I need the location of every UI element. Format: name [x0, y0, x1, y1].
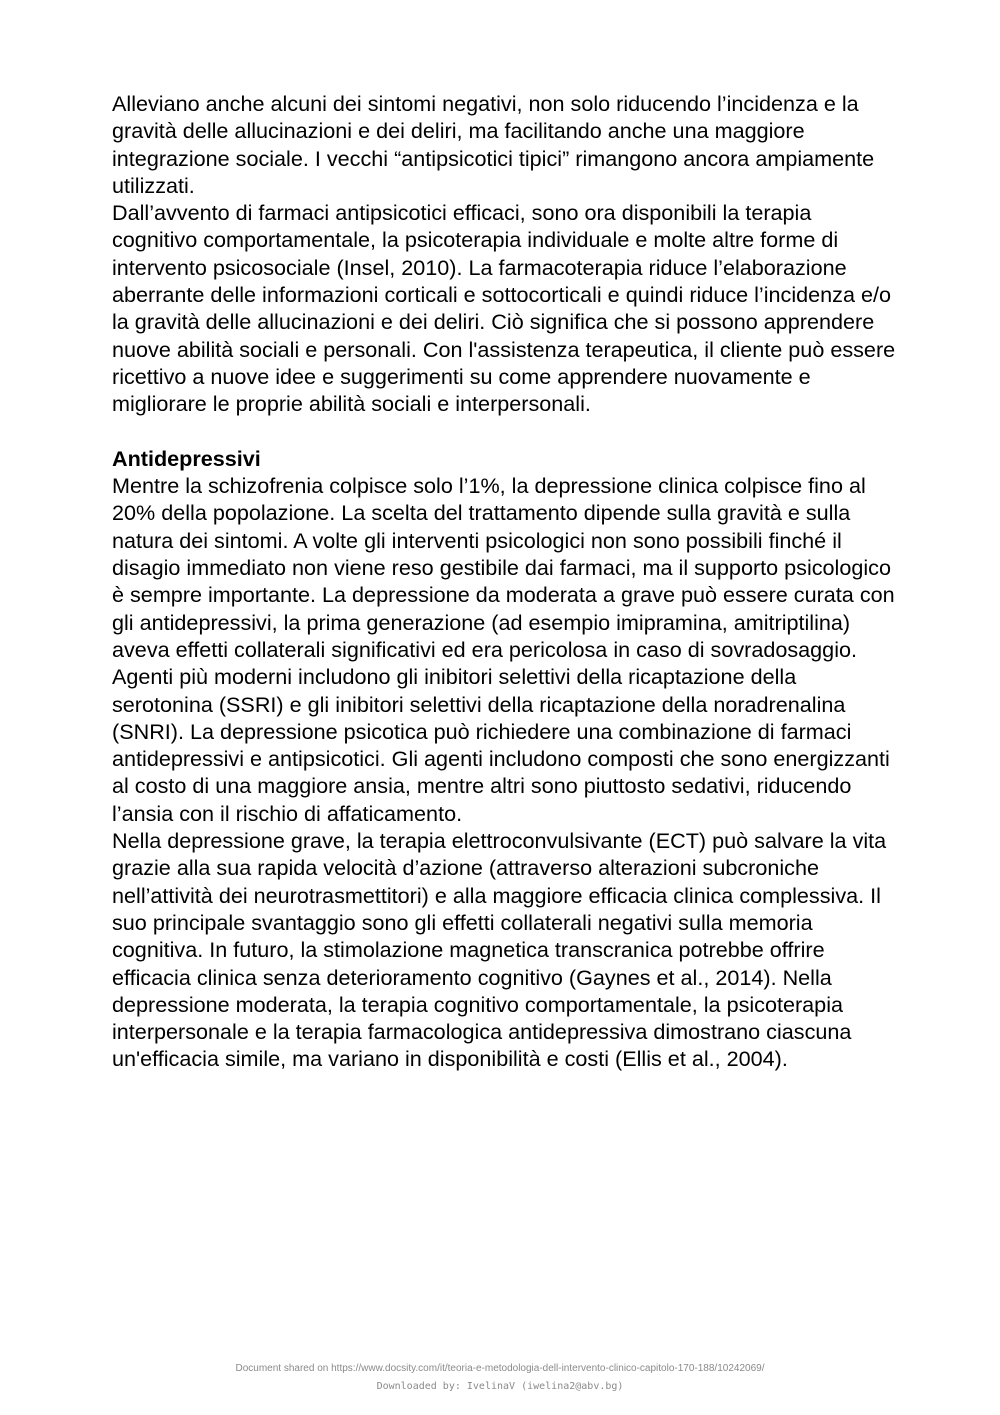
footer-shared-url: Document shared on https://www.docsity.com/it/teoria-e-metodologia-dell-intervento-clinico-capitolo-170-188/10242069/ [235, 1363, 765, 1374]
footer-downloaded-by: Downloaded by: IvelinaV (iwelina2@abv.bg) [376, 1381, 624, 1392]
paragraph-psychosocial-interventions: Dall’avvento di farmaci antipsicotici efficaci, sono ora disponibili la terapia cognitivo comportamentale, la psicoterapia individuale e molte altre forme di intervento psicosociale (Insel, 2010). La farmacoterapia riduce l’elaborazione aberrante delle informazioni corticali e sottocorticali e quindi riduce l’incidenza e/o la gravità delle allucinazioni e dei deliri. Ciò significa che si possono apprendere nuove abilità sociali e personali. Con l'assistenza terapeutica, il cliente può essere ricettivo a nuove idee e suggerimenti su come apprendere nuovamente e migliorare le proprie abilità sociali e interpersonali. [112, 200, 896, 417]
paragraph-clinical-depression: Mentre la schizofrenia colpisce solo l’1%, la depressione clinica colpisce fino al 20% della popolazione. La scelta del trattamento dipende sulla gravità e sulla natura dei sintomi. A volte gli interventi psicologici non sono possibili finché il disagio immediato non viene reso gestibile dai farmaci, ma il supporto psicologico è sempre importante. La depressione da moderata a grave può essere curata con gli antidepressivi, la prima generazione (ad esempio imipramina, amitriptilina) aveva effetti collaterali significativi ed era pericolosa in caso di sovradosaggio. Agenti più moderni includono gli inibitori selettivi della ricaptazione della serotonina (SSRI) e gli inibitori selettivi della ricaptazione della noradrenalina (SNRI). La depressione psicotica può richiedere una combinazione di farmaci antidepressivi e antipsicotici. Gli agenti includono composti che sono energizzanti al costo di una maggiore ansia, mentre altri sono piuttosto sedativi, riducendo l’ansia con il rischio di affaticamento. [112, 473, 895, 826]
document-page [112, 90, 902, 1073]
paragraph-negative-symptoms: Alleviano anche alcuni dei sintomi negativi, non solo riducendo l’incidenza e la gravità delle allucinazioni e dei deliri, ma facilitando anche una maggiore integrazione sociale. I vecchi “antipsicotici tipici” rimangono ancora ampiamente utilizzati. [112, 91, 875, 198]
paragraph-spacer [112, 418, 902, 445]
section-heading-antidepressivi: Antidepressivi [112, 445, 261, 471]
paragraph-severe-depression-ect: Nella depressione grave, la terapia elettroconvulsivante (ECT) può salvare la vita grazie alla sua rapida velocità d’azione (attraverso alterazioni subcroniche nell’attività dei neurotrasmettitori) e alla maggiore efficacia clinica complessiva. Il suo principale svantaggio sono gli effetti collaterali negativi sulla memoria cognitiva. In futuro, la stimolazione magnetica transcranica potrebbe offrire efficacia clinica senza deterioramento cognitivo (Gaynes et al., 2014). Nella depressione moderata, la terapia cognitivo comportamentale, la psicoterapia interpersonale e la terapia farmacologica antidepressiva dimostrano ciascuna un'efficacia simile, ma variano in disponibilità e costi (Ellis et al., 2004). [112, 828, 887, 1072]
